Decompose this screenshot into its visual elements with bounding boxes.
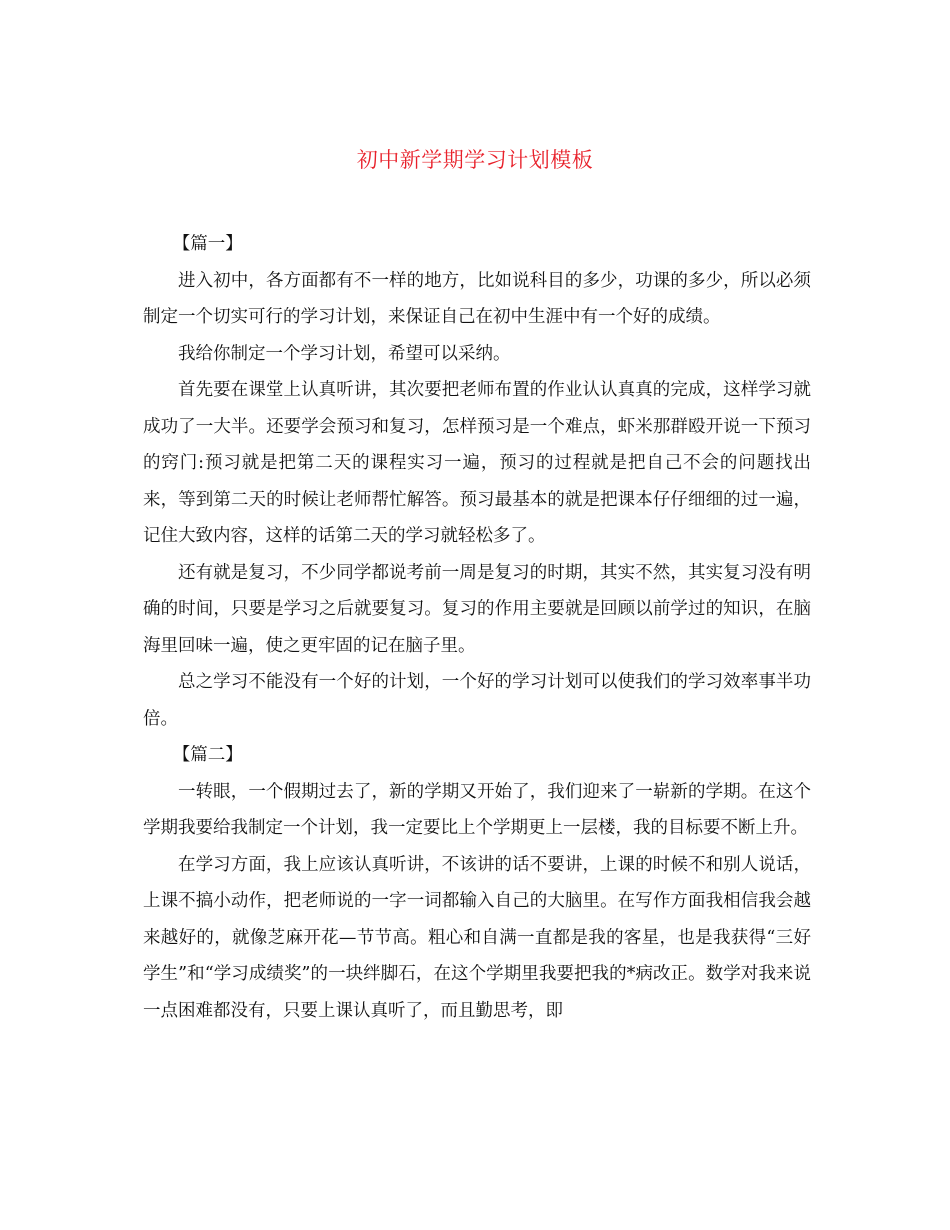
paragraph: 进入初中，各方面都有不一样的地方，比如说科目的多少，功课的多少，所以必须制定一个切实可行的学习计划，来保证自己在初中生涯中有一个好的成绩。 (143, 270, 811, 327)
document-title: 初中新学期学习计划模板 (356, 148, 594, 172)
paragraph: 还有就是复习，不少同学都说考前一周是复习的时期，其实不然，其实复习没有明确的时间，只要是学习之后就要复习。复习的作用主要就是回顾以前学过的知识，在脑海里回味一遍，使之更牢固的记在脑子里。 (143, 562, 811, 656)
paragraph: 首先要在课堂上认真听讲，其次要把老师布置的作业认认真真的完成，这样学习就成功了一大半。还要学会预习和复习，怎样预习是一个难点，虾米那群殴开说一下预习的窍门:预习就是把第二天的课程实习一遍，预习的过程就是把自己不会的问题找出来，等到第二天的时候让老师帮忙解答。预习最基本的就是把课本仔仔细细的过一遍，记住大致内容，这样的话第二天的学习就轻松多了。 (143, 380, 811, 546)
section-heading-2: 【篇二】 (172, 745, 243, 765)
document-body (143, 226, 811, 1029)
paragraph: 在学习方面，我上应该认真听讲，不该讲的话不要讲，上课的时候不和别人说话，上课不搞小动作，把老师说的一字一词都输入自己的大脑里。在写作方面我相信我会越来越好的，就像芝麻开花—节节高。粗心和自满一直都是我的客星，也是我获得“三好学生”和“学习成绩奖”的一块绊脚石，在这个学期里我要把我的*病改正。数学对我来说一点困难都没有，只要上课认真听了，而且勤思考，即 (143, 854, 811, 1021)
section-heading-1: 【篇一】 (172, 234, 243, 254)
paragraph: 总之学习不能没有一个好的计划，一个好的学习计划可以使我们的学习效率事半功倍。 (143, 672, 811, 729)
paragraph: 一转眼，一个假期过去了，新的学期又开始了，我们迎来了一崭新的学期。在这个学期我要给我制定一个计划，我一定要比上个学期更上一层楼，我的目标要不断上升。 (143, 781, 811, 838)
paragraph: 我给你制定一个学习计划，希望可以采纳。 (178, 343, 511, 364)
